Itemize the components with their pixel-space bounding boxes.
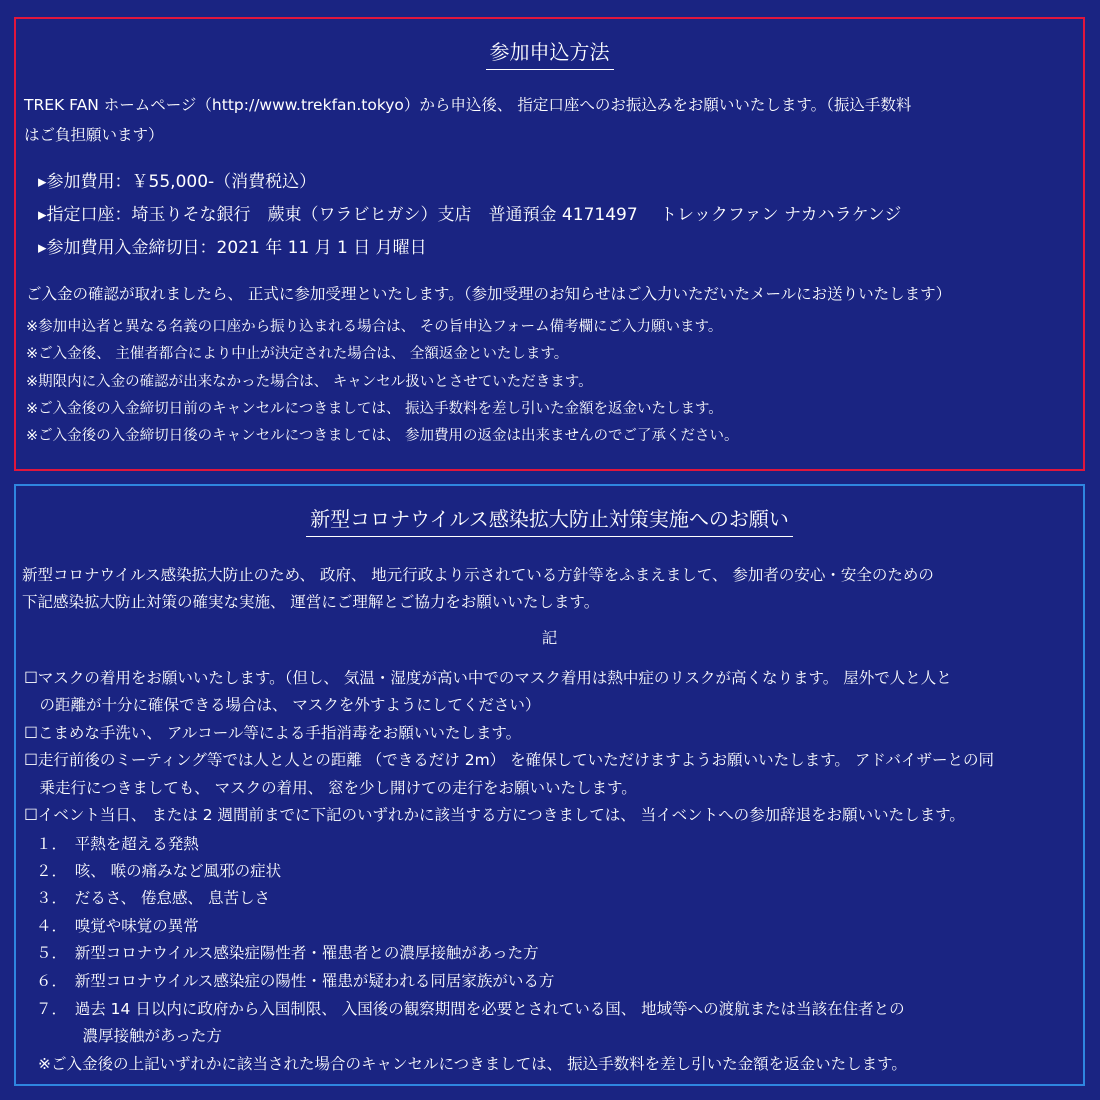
covid-title xyxy=(16,504,1083,537)
registration-intro-line-1: TREK FAN ホームページ（http://www.trekfan.tokyo）から申込後、 指定口座へのお振込みをお願いいたします。（振込手数料 xyxy=(24,96,912,114)
deadline-detail: ▸参加費用入金締切日：2021 年 11 月 1 日 月曜日 xyxy=(38,238,427,258)
measure-line-4: ☐走行前後のミーティング等では人と人との距離 （できるだけ 2m） を確保していただけますようお願いいたします。 アドバイザーとの同 xyxy=(24,751,994,769)
covid-measures-panel xyxy=(14,484,1085,1086)
symptom-7: ７． 過去 14 日以内に政府から入国制限、 入国後の観察期間を必要とされている国、 地域等への渡航または当該在住者との xyxy=(36,1000,905,1018)
confirmation-text: ご入金の確認が取れましたら、 正式に参加受理といたします。（参加受理のお知らせはご入力いただいたメールにお送りいたします） xyxy=(26,285,952,303)
symptom-2: ２． 咳、 喉の痛みなど風邪の症状 xyxy=(36,862,282,880)
symptom-7-continued: 濃厚接触があった方 xyxy=(36,1027,222,1045)
note-5: ※ご入金後の入金締切日後のキャンセルにつきましては、 参加費用の返金は出来ませんのでご了承ください。 xyxy=(26,428,739,444)
note-4: ※ご入金後の入金締切日前のキャンセルにつきましては、 振込手数料を差し引いた金額を返金いたします。 xyxy=(26,401,723,417)
ki-heading: 記 xyxy=(541,629,558,647)
measure-line-2: の距離が十分に確保できる場合は、 マスクを外すようにしてください） xyxy=(24,696,541,714)
symptom-4: ４． 嗅覚や味覚の異常 xyxy=(36,917,199,935)
covid-intro-line-2: 下記感染拡大防止対策の確実な実施、 運営にご理解とご協力をお願いいたします。 xyxy=(22,593,600,611)
symptom-1: １． 平熱を超える発熱 xyxy=(36,835,199,853)
measure-line-5: 乗走行につきましても、 マスクの着用、 窓を少し開けての走行をお願いいたします。 xyxy=(24,779,637,797)
measure-line-1: ☐マスクの着用をお願いいたします。（但し、 気温・湿度が高い中でのマスク着用は熱中症のリスクが高くなります。 屋外で人と人と xyxy=(24,669,952,687)
measure-line-6: ☐イベント当日、 または 2 週間前までに下記のいずれかに該当する方につきましては、 当イベントへの参加辞退をお願いいたします。 xyxy=(24,806,965,824)
symptom-6: ６． 新型コロナウイルス感染症の陽性・罹患が疑われる同居家族がいる方 xyxy=(36,972,555,990)
fee-detail: ▸参加費用：￥55,000-（消費税込） xyxy=(38,172,317,192)
symptom-5: ５． 新型コロナウイルス感染症陽性者・罹患者との濃厚接触があった方 xyxy=(36,944,539,962)
registration-title-text: 参加申込方法 xyxy=(486,37,614,70)
cancellation-footer: ※ご入金後の上記いずれかに該当された場合のキャンセルにつきましては、 振込手数料を差し引いた金額を返金いたします。 xyxy=(38,1055,907,1073)
symptom-3: ３． だるさ、 倦怠感、 息苦しさ xyxy=(36,889,270,907)
note-3: ※期限内に入金の確認が出来なかった場合は、 キャンセル扱いとさせていただきます。 xyxy=(26,374,593,390)
note-1: ※参加申込者と異なる名義の口座から振り込まれる場合は、 その旨申込フォーム備考欄にご入力願います。 xyxy=(26,319,723,335)
registration-method-panel xyxy=(14,17,1085,471)
registration-title xyxy=(16,37,1083,70)
covid-intro-line-1: 新型コロナウイルス感染拡大防止のため、 政府、 地元行政より示されている方針等をふまえまして、 参加者の安心・安全のための xyxy=(22,566,934,584)
bank-account-detail: ▸指定口座：埼玉りそな銀行 蕨東（ワラビヒガシ）支店 普通預金 4171497 トレックファン ナカハラケンジ xyxy=(38,205,902,225)
measure-line-3: ☐こまめな手洗い、 アルコール等による手指消毒をお願いいたします。 xyxy=(24,724,522,742)
covid-title-text: 新型コロナウイルス感染拡大防止対策実施へのお願い xyxy=(306,504,793,537)
note-2: ※ご入金後、 主催者都合により中止が決定された場合は、 全額返金といたします。 xyxy=(26,346,569,362)
registration-intro-line-2: はご負担願います） xyxy=(24,126,164,144)
